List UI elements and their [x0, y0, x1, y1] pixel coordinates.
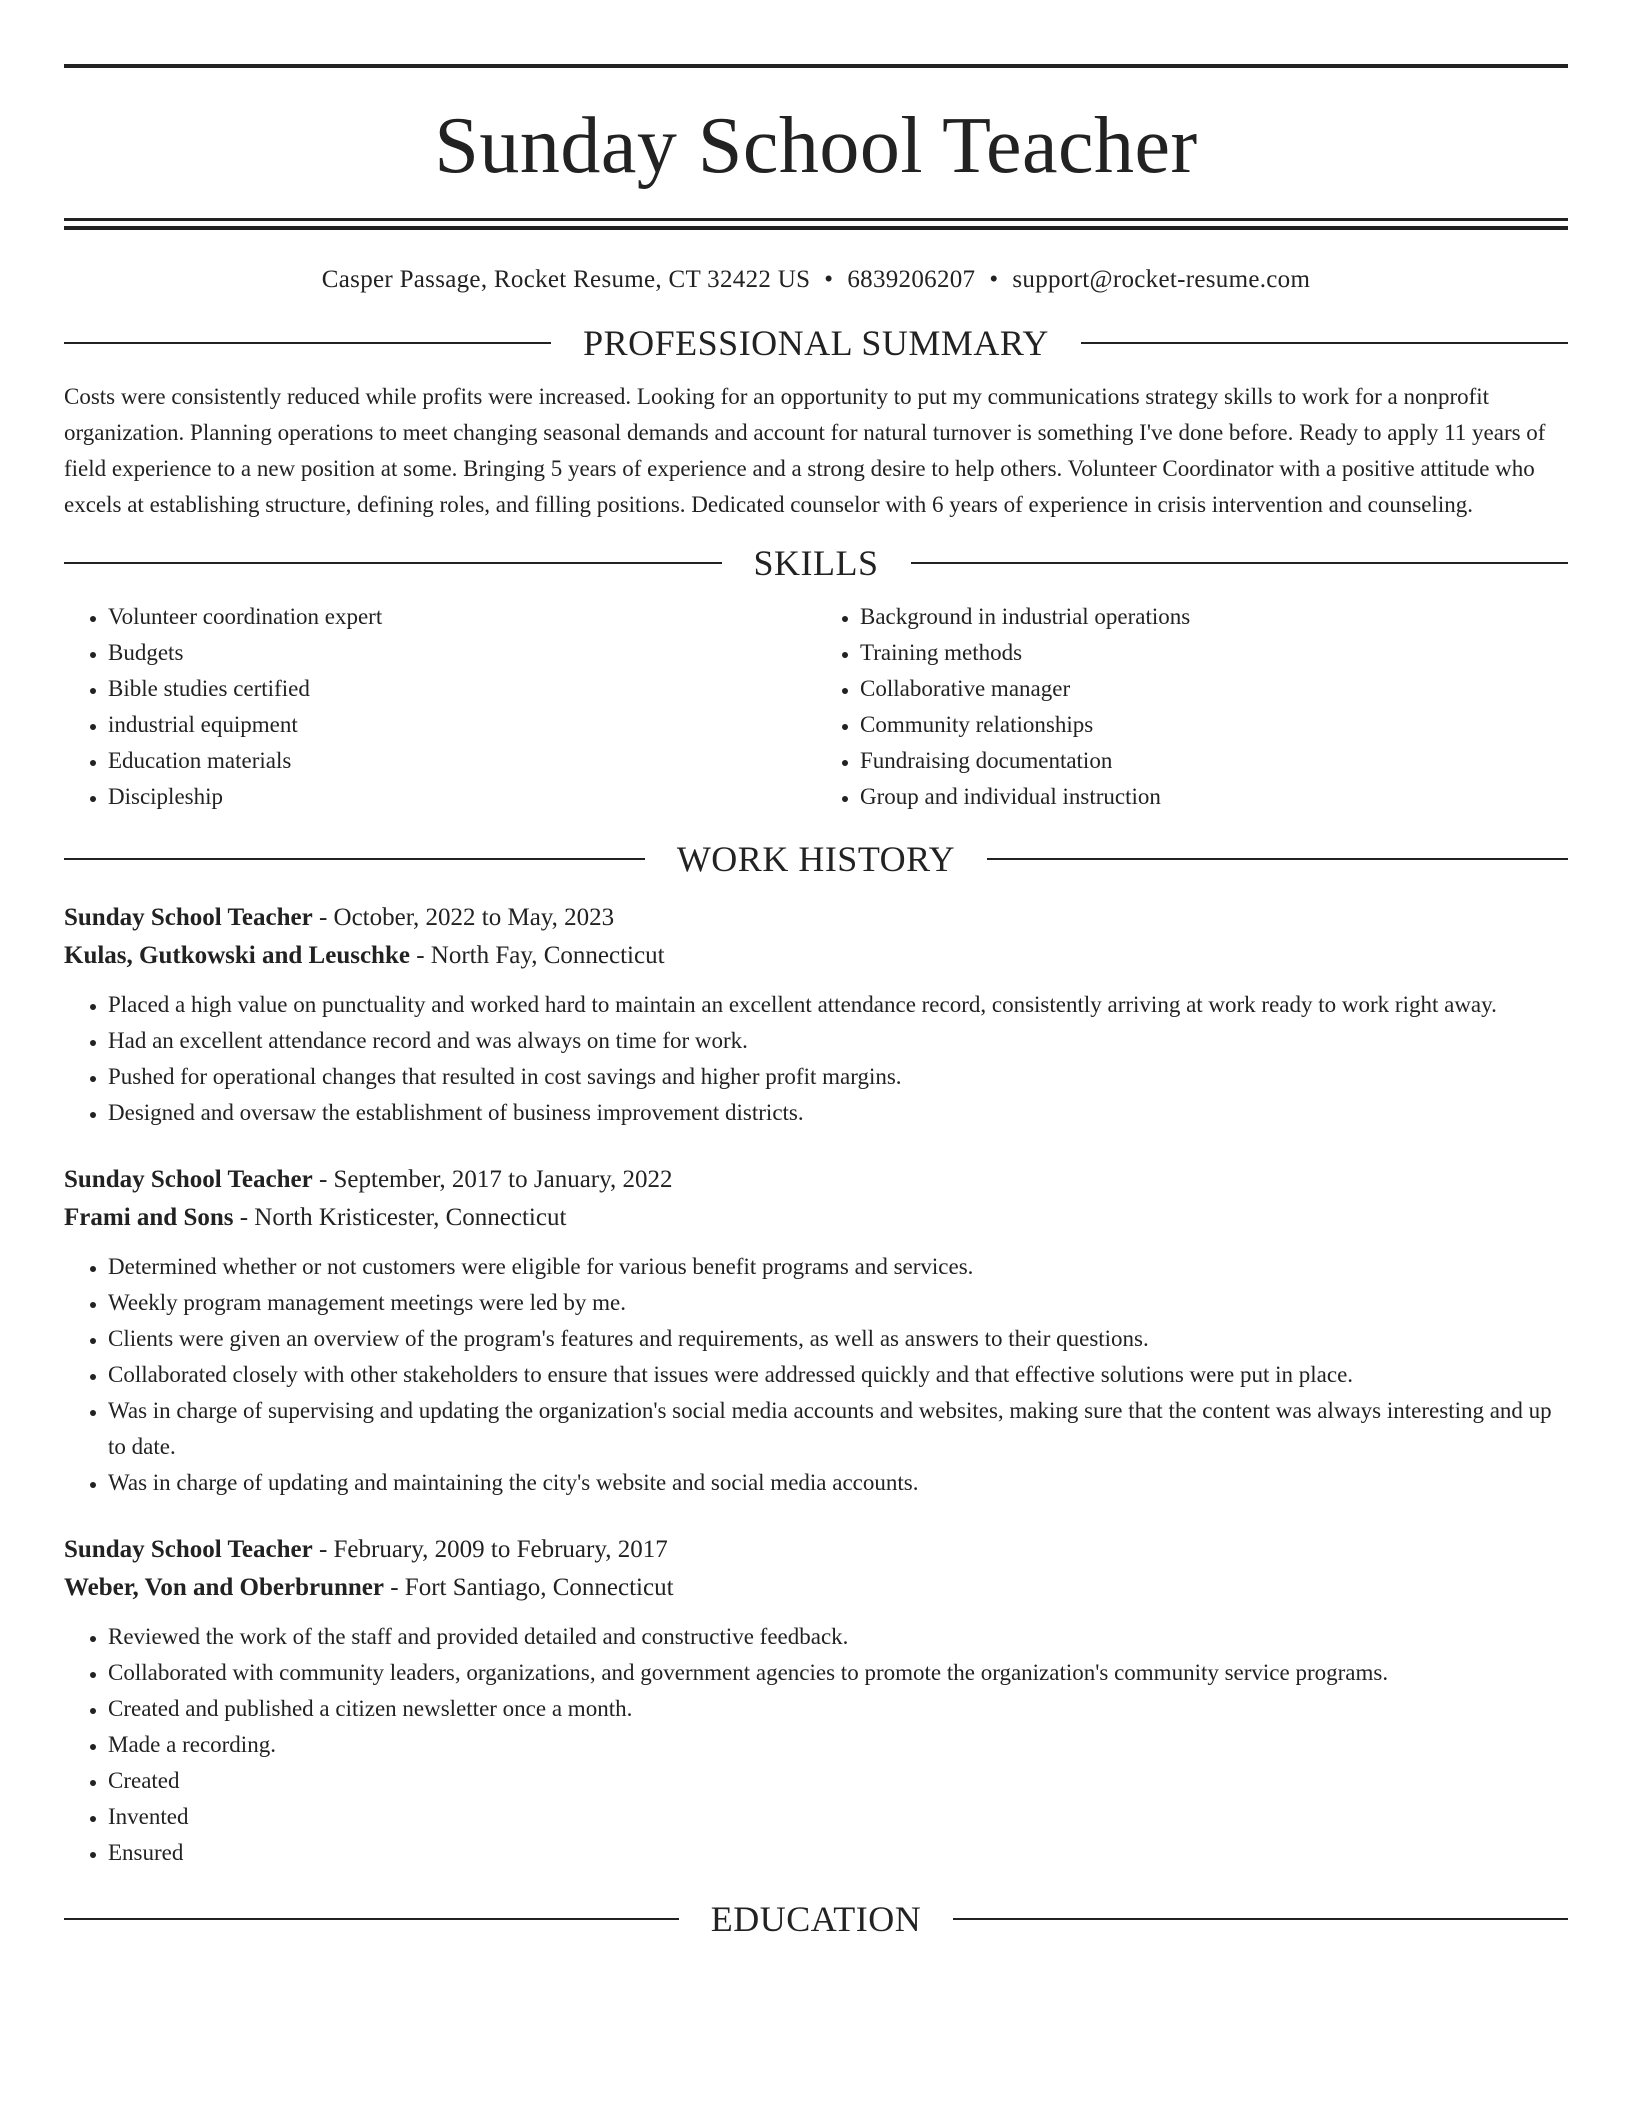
skill-item: • Training methods	[860, 635, 1568, 671]
job-role: Sunday School Teacher	[64, 904, 313, 931]
job-role-line	[64, 1531, 1568, 1569]
divider-line	[911, 562, 1569, 564]
job-bullet: • Pushed for operational changes that resulted in cost savings and higher profit margins.	[108, 1059, 1568, 1095]
job-bullet: • Had an excellent attendance record and was always on time for work.	[108, 1023, 1568, 1059]
job-bullet: • Designed and oversaw the establishment of business improvement districts.	[108, 1095, 1568, 1131]
job-bullet: • Collaborated closely with other stakeholders to ensure that issues were addressed quickly and that effective solutions were put in place.	[108, 1357, 1568, 1393]
job-role-line	[64, 899, 1568, 937]
skill-item: • Group and individual instruction	[860, 779, 1568, 815]
job-entry	[64, 1531, 1568, 1871]
skill-item: • Budgets	[108, 635, 816, 671]
section-header-summary	[64, 323, 1568, 363]
job-bullet: • Was in charge of supervising and updating the organization's social media accounts and websites, making sure that the content was always interesting and up to date.	[108, 1393, 1568, 1465]
skill-item: • Background in industrial operations	[860, 599, 1568, 635]
contact-address: Casper Passage, Rocket Resume, CT 32422 US	[321, 266, 811, 293]
job-bullets	[64, 987, 1568, 1131]
job-bullet: • Reviewed the work of the staff and provided detailed and constructive feedback.	[108, 1619, 1568, 1655]
job-bullet: • Created and published a citizen newsletter once a month.	[108, 1691, 1568, 1727]
divider-line	[987, 858, 1568, 860]
job-role-line	[64, 1161, 1568, 1199]
job-bullet: • Determined whether or not customers were eligible for various benefit programs and services.	[108, 1249, 1568, 1285]
job-bullet: • Collaborated with community leaders, organizations, and government agencies to promote the organization's community service programs.	[108, 1655, 1568, 1691]
job-company: Frami and Sons	[64, 1204, 234, 1231]
job-company-line	[64, 1199, 1568, 1237]
divider-line	[64, 858, 645, 860]
summary-text: Costs were consistently reduced while profits were increased. Looking for an opportunity to put my communications strategy skills to work for a nonprofit organization. Planning operations to meet changing seasonal demands and account for natural turnover is something I've done before. Ready to apply 11 years of field experience to a new position at some. Bringing 5 years of experience and a strong desire to help others. Volunteer Coordinator with a positive attitude who excels at establishing structure, defining roles, and filling positions. Dedicated counselor with 6 years of experience in crisis intervention and counseling.	[64, 384, 1546, 517]
job-company: Kulas, Gutkowski and Leuschke	[64, 942, 410, 969]
divider-line	[1081, 342, 1568, 344]
resume-page	[64, 64, 1568, 1939]
job-location: - Fort Santiago, Connecticut	[383, 1574, 674, 1601]
contact-email: support@rocket-resume.com	[1012, 266, 1311, 293]
job-bullet: • Was in charge of updating and maintaining the city's website and social media accounts.	[108, 1465, 1568, 1501]
contact-separator: •	[989, 266, 999, 293]
skill-item: • Fundraising documentation	[860, 743, 1568, 779]
job-dates: - October, 2022 to May, 2023	[312, 904, 615, 931]
job-role: Sunday School Teacher	[64, 1536, 313, 1563]
job-bullet: • Invented	[108, 1799, 1568, 1835]
section-header-work	[64, 839, 1568, 879]
section-title-education: EDUCATION	[710, 1899, 922, 1939]
job-location: - North Kristicester, Connecticut	[233, 1204, 567, 1231]
divider-line	[64, 342, 551, 344]
skills-list	[64, 599, 1568, 815]
job-company: Weber, Von and Oberbrunner	[64, 1574, 384, 1601]
section-title-skills: SKILLS	[753, 543, 879, 583]
skills-column-left	[64, 599, 816, 815]
skill-item: • Community relationships	[860, 707, 1568, 743]
job-company-line	[64, 937, 1568, 975]
job-bullet: • Clients were given an overview of the program's features and requirements, as well as answers to their questions.	[108, 1321, 1568, 1357]
contact-separator: •	[824, 266, 834, 293]
section-title-work: WORK HISTORY	[676, 839, 956, 879]
divider-line	[953, 1918, 1568, 1920]
skill-item: • Collaborative manager	[860, 671, 1568, 707]
divider-line	[64, 562, 722, 564]
contact-phone: 6839206207	[847, 266, 976, 293]
divider-line	[64, 1918, 679, 1920]
job-dates: - February, 2009 to February, 2017	[312, 1536, 668, 1563]
section-title-summary: PROFESSIONAL SUMMARY	[583, 323, 1049, 363]
job-bullet: • Created	[108, 1763, 1568, 1799]
job-entry	[64, 899, 1568, 1131]
skill-item: • Education materials	[108, 743, 816, 779]
section-header-education	[64, 1899, 1568, 1939]
job-role: Sunday School Teacher	[64, 1166, 313, 1193]
resume-title: Sunday School Teacher	[434, 102, 1198, 190]
job-company-line	[64, 1569, 1568, 1607]
job-bullet: • Ensured	[108, 1835, 1568, 1871]
skill-item: • Discipleship	[108, 779, 816, 815]
skills-column-right	[816, 599, 1568, 815]
job-bullet: • Made a recording.	[108, 1727, 1568, 1763]
job-entry	[64, 1161, 1568, 1501]
job-bullets	[64, 1249, 1568, 1501]
job-bullets	[64, 1619, 1568, 1871]
skill-item: • Volunteer coordination expert	[108, 599, 816, 635]
section-header-skills	[64, 543, 1568, 583]
top-rule	[64, 64, 1568, 68]
contact-line	[64, 265, 1568, 295]
job-bullet: • Placed a high value on punctuality and worked hard to maintain an excellent attendance record, consistently arriving at work ready to work right away.	[108, 987, 1568, 1023]
job-dates: - September, 2017 to January, 2022	[312, 1166, 673, 1193]
skill-item: • industrial equipment	[108, 707, 816, 743]
skill-item: • Bible studies certified	[108, 671, 816, 707]
job-bullet: • Weekly program management meetings were led by me.	[108, 1285, 1568, 1321]
job-location: - North Fay, Connecticut	[409, 942, 665, 969]
title-double-rule	[64, 218, 1568, 230]
